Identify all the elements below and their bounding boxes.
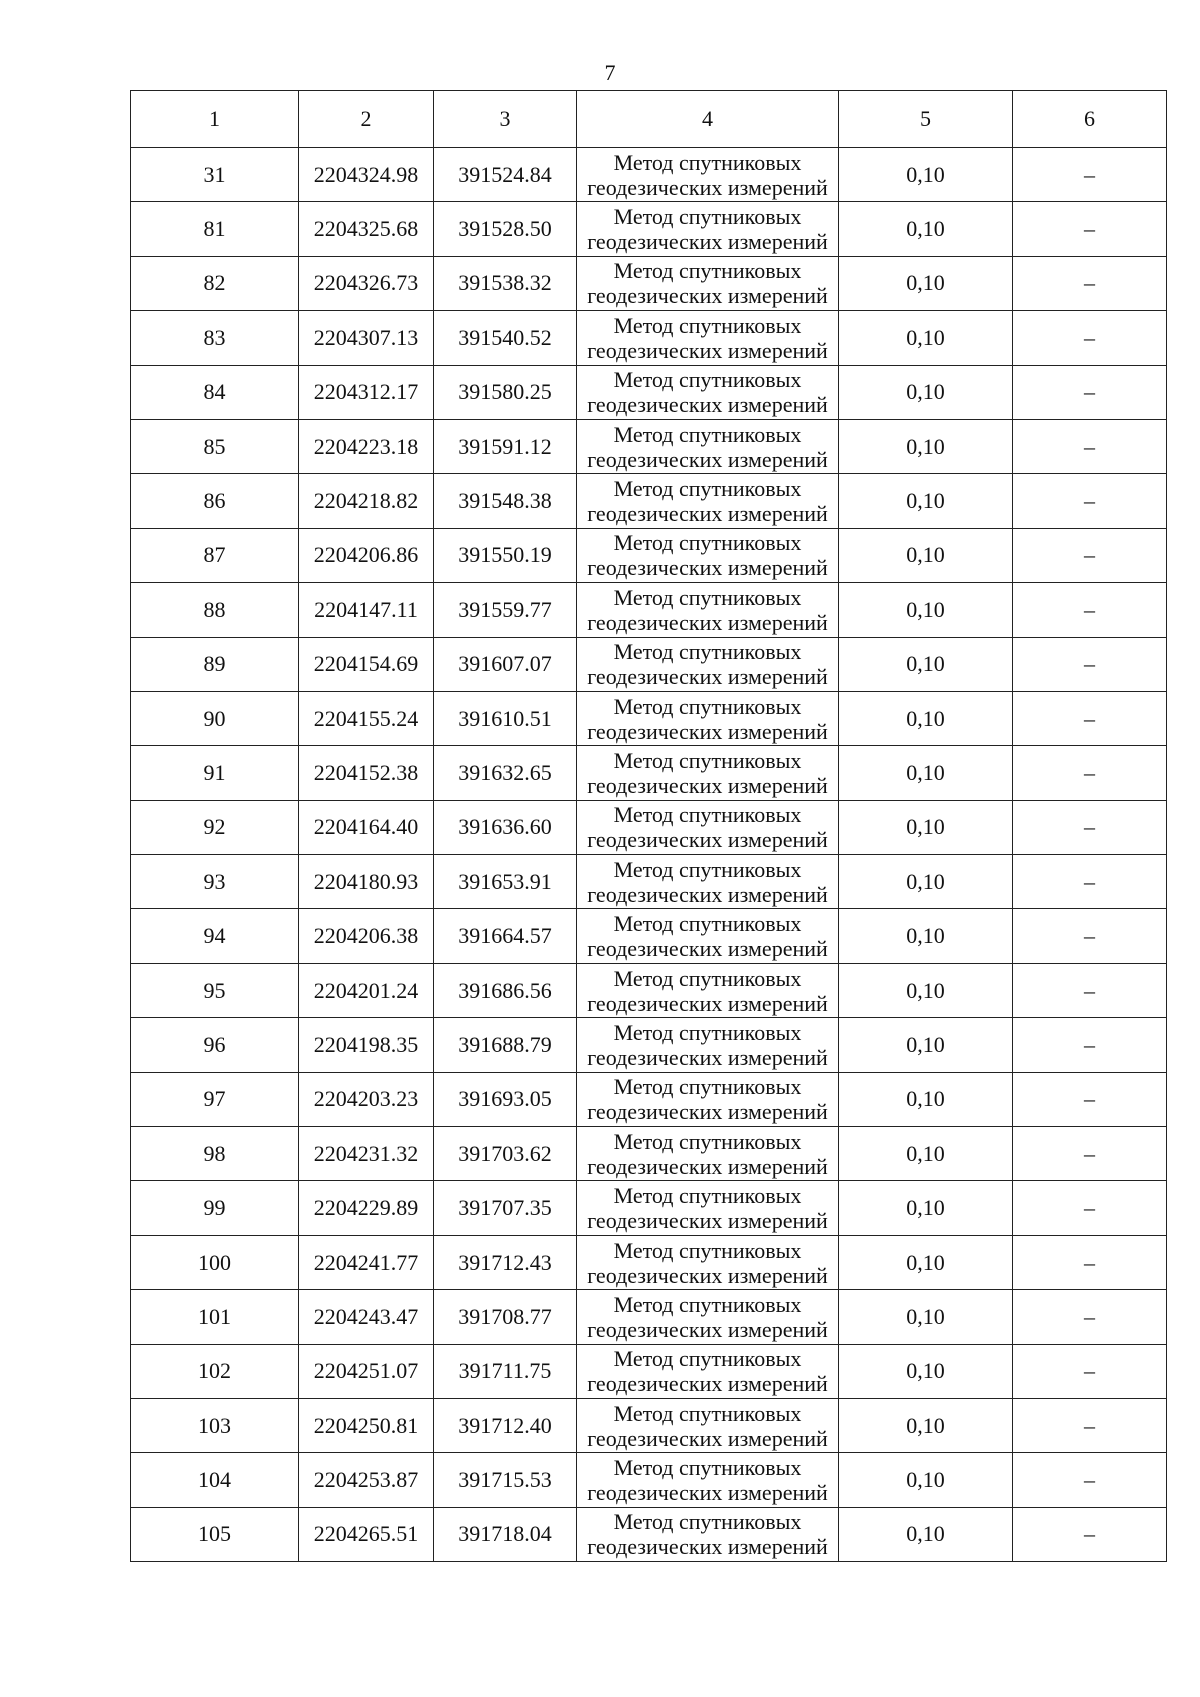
note-cell: –	[1013, 365, 1167, 419]
y-coordinate-cell: 391712.40	[434, 1398, 577, 1452]
method-line-1: Метод спутниковых	[613, 639, 802, 665]
table-row	[131, 691, 1167, 745]
method-line-1: Метод спутниковых	[613, 802, 802, 828]
accuracy-cell: 0,10	[839, 1398, 1013, 1452]
method-line-1: Метод спутниковых	[613, 1074, 802, 1100]
method-line-1: Метод спутниковых	[613, 1237, 802, 1263]
table-row	[131, 528, 1167, 582]
point-number-cell: 105	[131, 1507, 299, 1561]
accuracy-cell: 0,10	[839, 1290, 1013, 1344]
method-line-2: геодезических измерений	[587, 446, 828, 472]
table-row	[131, 583, 1167, 637]
method-line-2: геодезических измерений	[587, 337, 828, 363]
method-cell	[577, 800, 839, 854]
accuracy-cell: 0,10	[839, 800, 1013, 854]
method-cell	[577, 148, 839, 202]
point-number-cell: 87	[131, 528, 299, 582]
x-coordinate-cell: 2204206.38	[299, 909, 434, 963]
y-coordinate-cell: 391703.62	[434, 1127, 577, 1181]
accuracy-cell: 0,10	[839, 691, 1013, 745]
accuracy-cell: 0,10	[839, 1235, 1013, 1289]
method-line-1: Метод спутниковых	[613, 1455, 802, 1481]
accuracy-cell: 0,10	[839, 963, 1013, 1017]
method-line-1: Метод спутниковых	[613, 584, 802, 610]
method-cell	[577, 1453, 839, 1507]
y-coordinate-cell: 391610.51	[434, 691, 577, 745]
x-coordinate-cell: 2204155.24	[299, 691, 434, 745]
note-cell: –	[1013, 474, 1167, 528]
table-row	[131, 800, 1167, 854]
method-line-1: Метод спутниковых	[613, 1183, 802, 1209]
method-cell	[577, 1344, 839, 1398]
x-coordinate-cell: 2204164.40	[299, 800, 434, 854]
x-coordinate-cell: 2204206.86	[299, 528, 434, 582]
x-coordinate-cell: 2204231.32	[299, 1127, 434, 1181]
method-line-2: геодезических измерений	[587, 990, 828, 1016]
table-row	[131, 1181, 1167, 1235]
note-cell: –	[1013, 963, 1167, 1017]
method-line-2: геодезических измерений	[587, 174, 828, 200]
method-line-1: Метод спутниковых	[613, 1128, 802, 1154]
accuracy-cell: 0,10	[839, 148, 1013, 202]
x-coordinate-cell: 2204307.13	[299, 311, 434, 365]
page-number: 7	[604, 60, 616, 85]
note-cell: –	[1013, 528, 1167, 582]
x-coordinate-cell: 2204203.23	[299, 1072, 434, 1126]
x-coordinate-cell: 2204250.81	[299, 1398, 434, 1452]
x-coordinate-cell: 2204229.89	[299, 1181, 434, 1235]
method-line-2: геодезических измерений	[587, 664, 828, 690]
method-line-1: Метод спутниковых	[613, 312, 802, 338]
x-coordinate-cell: 2204201.24	[299, 963, 434, 1017]
note-cell: –	[1013, 583, 1167, 637]
point-number-cell: 90	[131, 691, 299, 745]
note-cell: –	[1013, 1290, 1167, 1344]
table-row	[131, 1235, 1167, 1289]
point-number-cell: 95	[131, 963, 299, 1017]
note-cell: –	[1013, 202, 1167, 256]
y-coordinate-cell: 391580.25	[434, 365, 577, 419]
point-number-cell: 85	[131, 419, 299, 473]
y-coordinate-cell: 391718.04	[434, 1507, 577, 1561]
point-number-cell: 98	[131, 1127, 299, 1181]
x-coordinate-cell: 2204154.69	[299, 637, 434, 691]
note-cell: –	[1013, 691, 1167, 745]
method-line-1: Метод спутниковых	[613, 258, 802, 284]
y-coordinate-cell: 391524.84	[434, 148, 577, 202]
note-cell: –	[1013, 1235, 1167, 1289]
table-header-row	[131, 91, 1167, 148]
method-cell	[577, 256, 839, 310]
table-row	[131, 909, 1167, 963]
method-cell	[577, 1127, 839, 1181]
method-cell	[577, 1507, 839, 1561]
accuracy-cell: 0,10	[839, 855, 1013, 909]
point-number-cell: 100	[131, 1235, 299, 1289]
y-coordinate-cell: 391664.57	[434, 909, 577, 963]
method-line-1: Метод спутниковых	[613, 1509, 802, 1535]
table-row	[131, 1290, 1167, 1344]
point-number-cell: 81	[131, 202, 299, 256]
method-cell	[577, 855, 839, 909]
y-coordinate-cell: 391688.79	[434, 1018, 577, 1072]
accuracy-cell: 0,10	[839, 746, 1013, 800]
note-cell: –	[1013, 800, 1167, 854]
method-line-1: Метод спутниковых	[613, 1019, 802, 1045]
method-cell	[577, 311, 839, 365]
accuracy-cell: 0,10	[839, 1453, 1013, 1507]
method-cell	[577, 909, 839, 963]
method-cell	[577, 528, 839, 582]
method-line-2: геодезических измерений	[587, 827, 828, 853]
method-line-1: Метод спутниковых	[613, 530, 802, 556]
method-line-1: Метод спутниковых	[613, 965, 802, 991]
table-row	[131, 1453, 1167, 1507]
table-row	[131, 746, 1167, 800]
method-line-2: геодезических измерений	[587, 229, 828, 255]
method-line-2: геодезических измерений	[587, 1044, 828, 1070]
table-row	[131, 855, 1167, 909]
point-number-cell: 89	[131, 637, 299, 691]
method-line-1: Метод спутниковых	[613, 911, 802, 937]
accuracy-cell: 0,10	[839, 1344, 1013, 1398]
method-cell	[577, 1235, 839, 1289]
accuracy-cell: 0,10	[839, 202, 1013, 256]
point-number-cell: 103	[131, 1398, 299, 1452]
x-coordinate-cell: 2204253.87	[299, 1453, 434, 1507]
accuracy-cell: 0,10	[839, 256, 1013, 310]
method-cell	[577, 1181, 839, 1235]
method-line-2: геодезических измерений	[587, 1480, 828, 1506]
table-row	[131, 963, 1167, 1017]
x-coordinate-cell: 2204241.77	[299, 1235, 434, 1289]
point-number-cell: 94	[131, 909, 299, 963]
table-row	[131, 1507, 1167, 1561]
method-line-2: геодезических измерений	[587, 555, 828, 581]
table-row	[131, 1018, 1167, 1072]
point-number-cell: 91	[131, 746, 299, 800]
accuracy-cell: 0,10	[839, 528, 1013, 582]
method-line-2: геодезических измерений	[587, 1316, 828, 1342]
y-coordinate-cell: 391528.50	[434, 202, 577, 256]
x-coordinate-cell: 2204265.51	[299, 1507, 434, 1561]
table-row	[131, 637, 1167, 691]
table-row	[131, 1398, 1167, 1452]
y-coordinate-cell: 391550.19	[434, 528, 577, 582]
table-row	[131, 365, 1167, 419]
method-cell	[577, 637, 839, 691]
method-line-1: Метод спутниковых	[613, 367, 802, 393]
method-cell	[577, 691, 839, 745]
point-number-cell: 82	[131, 256, 299, 310]
y-coordinate-cell: 391540.52	[434, 311, 577, 365]
point-number-cell: 104	[131, 1453, 299, 1507]
method-line-2: геодезических измерений	[587, 609, 828, 635]
accuracy-cell: 0,10	[839, 1181, 1013, 1235]
y-coordinate-cell: 391707.35	[434, 1181, 577, 1235]
table-row	[131, 1127, 1167, 1181]
method-line-2: геодезических измерений	[587, 1153, 828, 1179]
coordinates-table	[130, 90, 1167, 1562]
method-line-2: геодезических измерений	[587, 772, 828, 798]
point-number-cell: 99	[131, 1181, 299, 1235]
accuracy-cell: 0,10	[839, 1018, 1013, 1072]
point-number-cell: 86	[131, 474, 299, 528]
point-number-cell: 83	[131, 311, 299, 365]
accuracy-cell: 0,10	[839, 583, 1013, 637]
header-col-3: 3	[434, 91, 577, 148]
method-cell	[577, 1290, 839, 1344]
method-line-2: геодезических измерений	[587, 392, 828, 418]
y-coordinate-cell: 391715.53	[434, 1453, 577, 1507]
method-line-1: Метод спутниковых	[613, 1346, 802, 1372]
method-line-1: Метод спутниковых	[613, 856, 802, 882]
method-line-2: геодезических измерений	[587, 881, 828, 907]
method-line-2: геодезических измерений	[587, 501, 828, 527]
accuracy-cell: 0,10	[839, 474, 1013, 528]
note-cell: –	[1013, 148, 1167, 202]
method-line-2: геодезических измерений	[587, 718, 828, 744]
accuracy-cell: 0,10	[839, 909, 1013, 963]
x-coordinate-cell: 2204325.68	[299, 202, 434, 256]
method-line-2: геодезических измерений	[587, 1371, 828, 1397]
note-cell: –	[1013, 256, 1167, 310]
y-coordinate-cell: 391632.65	[434, 746, 577, 800]
y-coordinate-cell: 391693.05	[434, 1072, 577, 1126]
accuracy-cell: 0,10	[839, 637, 1013, 691]
method-line-2: геодезических измерений	[587, 1099, 828, 1125]
x-coordinate-cell: 2204243.47	[299, 1290, 434, 1344]
method-line-1: Метод спутниковых	[613, 204, 802, 230]
note-cell: –	[1013, 419, 1167, 473]
note-cell: –	[1013, 311, 1167, 365]
method-cell	[577, 1018, 839, 1072]
header-col-5: 5	[839, 91, 1013, 148]
note-cell: –	[1013, 1344, 1167, 1398]
accuracy-cell: 0,10	[839, 1507, 1013, 1561]
table-row	[131, 202, 1167, 256]
point-number-cell: 96	[131, 1018, 299, 1072]
accuracy-cell: 0,10	[839, 311, 1013, 365]
method-line-1: Метод спутниковых	[613, 1291, 802, 1317]
header-col-4: 4	[577, 91, 839, 148]
note-cell: –	[1013, 1072, 1167, 1126]
x-coordinate-cell: 2204223.18	[299, 419, 434, 473]
point-number-cell: 102	[131, 1344, 299, 1398]
point-number-cell: 97	[131, 1072, 299, 1126]
y-coordinate-cell: 391538.32	[434, 256, 577, 310]
point-number-cell: 84	[131, 365, 299, 419]
x-coordinate-cell: 2204312.17	[299, 365, 434, 419]
note-cell: –	[1013, 1453, 1167, 1507]
accuracy-cell: 0,10	[839, 365, 1013, 419]
point-number-cell: 92	[131, 800, 299, 854]
x-coordinate-cell: 2204324.98	[299, 148, 434, 202]
x-coordinate-cell: 2204326.73	[299, 256, 434, 310]
note-cell: –	[1013, 1181, 1167, 1235]
point-number-cell: 93	[131, 855, 299, 909]
method-line-2: геодезических измерений	[587, 1208, 828, 1234]
note-cell: –	[1013, 637, 1167, 691]
method-cell	[577, 1398, 839, 1452]
y-coordinate-cell: 391712.43	[434, 1235, 577, 1289]
note-cell: –	[1013, 1018, 1167, 1072]
y-coordinate-cell: 391548.38	[434, 474, 577, 528]
y-coordinate-cell: 391636.60	[434, 800, 577, 854]
note-cell: –	[1013, 1398, 1167, 1452]
method-cell	[577, 583, 839, 637]
table-row	[131, 474, 1167, 528]
table-row	[131, 419, 1167, 473]
y-coordinate-cell: 391708.77	[434, 1290, 577, 1344]
method-line-1: Метод спутниковых	[613, 421, 802, 447]
note-cell: –	[1013, 1127, 1167, 1181]
x-coordinate-cell: 2204251.07	[299, 1344, 434, 1398]
note-cell: –	[1013, 1507, 1167, 1561]
note-cell: –	[1013, 746, 1167, 800]
method-line-1: Метод спутниковых	[613, 476, 802, 502]
method-line-2: геодезических измерений	[587, 1262, 828, 1288]
x-coordinate-cell: 2204147.11	[299, 583, 434, 637]
y-coordinate-cell: 391591.12	[434, 419, 577, 473]
x-coordinate-cell: 2204152.38	[299, 746, 434, 800]
note-cell: –	[1013, 855, 1167, 909]
x-coordinate-cell: 2204218.82	[299, 474, 434, 528]
table-row	[131, 256, 1167, 310]
header-col-6: 6	[1013, 91, 1167, 148]
table-row	[131, 311, 1167, 365]
point-number-cell: 31	[131, 148, 299, 202]
y-coordinate-cell: 391711.75	[434, 1344, 577, 1398]
point-number-cell: 88	[131, 583, 299, 637]
method-line-2: геодезических измерений	[587, 1425, 828, 1451]
method-line-1: Метод спутниковых	[613, 149, 802, 175]
method-cell	[577, 963, 839, 1017]
method-line-1: Метод спутниковых	[613, 693, 802, 719]
method-cell	[577, 202, 839, 256]
method-cell	[577, 474, 839, 528]
header-col-1: 1	[131, 91, 299, 148]
table-row	[131, 1344, 1167, 1398]
header-col-2: 2	[299, 91, 434, 148]
accuracy-cell: 0,10	[839, 1072, 1013, 1126]
method-cell	[577, 746, 839, 800]
y-coordinate-cell: 391559.77	[434, 583, 577, 637]
table-row	[131, 148, 1167, 202]
x-coordinate-cell: 2204198.35	[299, 1018, 434, 1072]
method-line-2: геодезических измерений	[587, 1534, 828, 1560]
method-line-1: Метод спутниковых	[613, 1400, 802, 1426]
y-coordinate-cell: 391607.07	[434, 637, 577, 691]
y-coordinate-cell: 391686.56	[434, 963, 577, 1017]
method-line-2: геодезических измерений	[587, 283, 828, 309]
method-cell	[577, 1072, 839, 1126]
accuracy-cell: 0,10	[839, 1127, 1013, 1181]
accuracy-cell: 0,10	[839, 419, 1013, 473]
table-body	[131, 148, 1167, 1562]
table-row	[131, 1072, 1167, 1126]
method-line-2: геодезических измерений	[587, 936, 828, 962]
method-cell	[577, 419, 839, 473]
method-cell	[577, 365, 839, 419]
point-number-cell: 101	[131, 1290, 299, 1344]
method-line-1: Метод спутниковых	[613, 747, 802, 773]
x-coordinate-cell: 2204180.93	[299, 855, 434, 909]
note-cell: –	[1013, 909, 1167, 963]
y-coordinate-cell: 391653.91	[434, 855, 577, 909]
